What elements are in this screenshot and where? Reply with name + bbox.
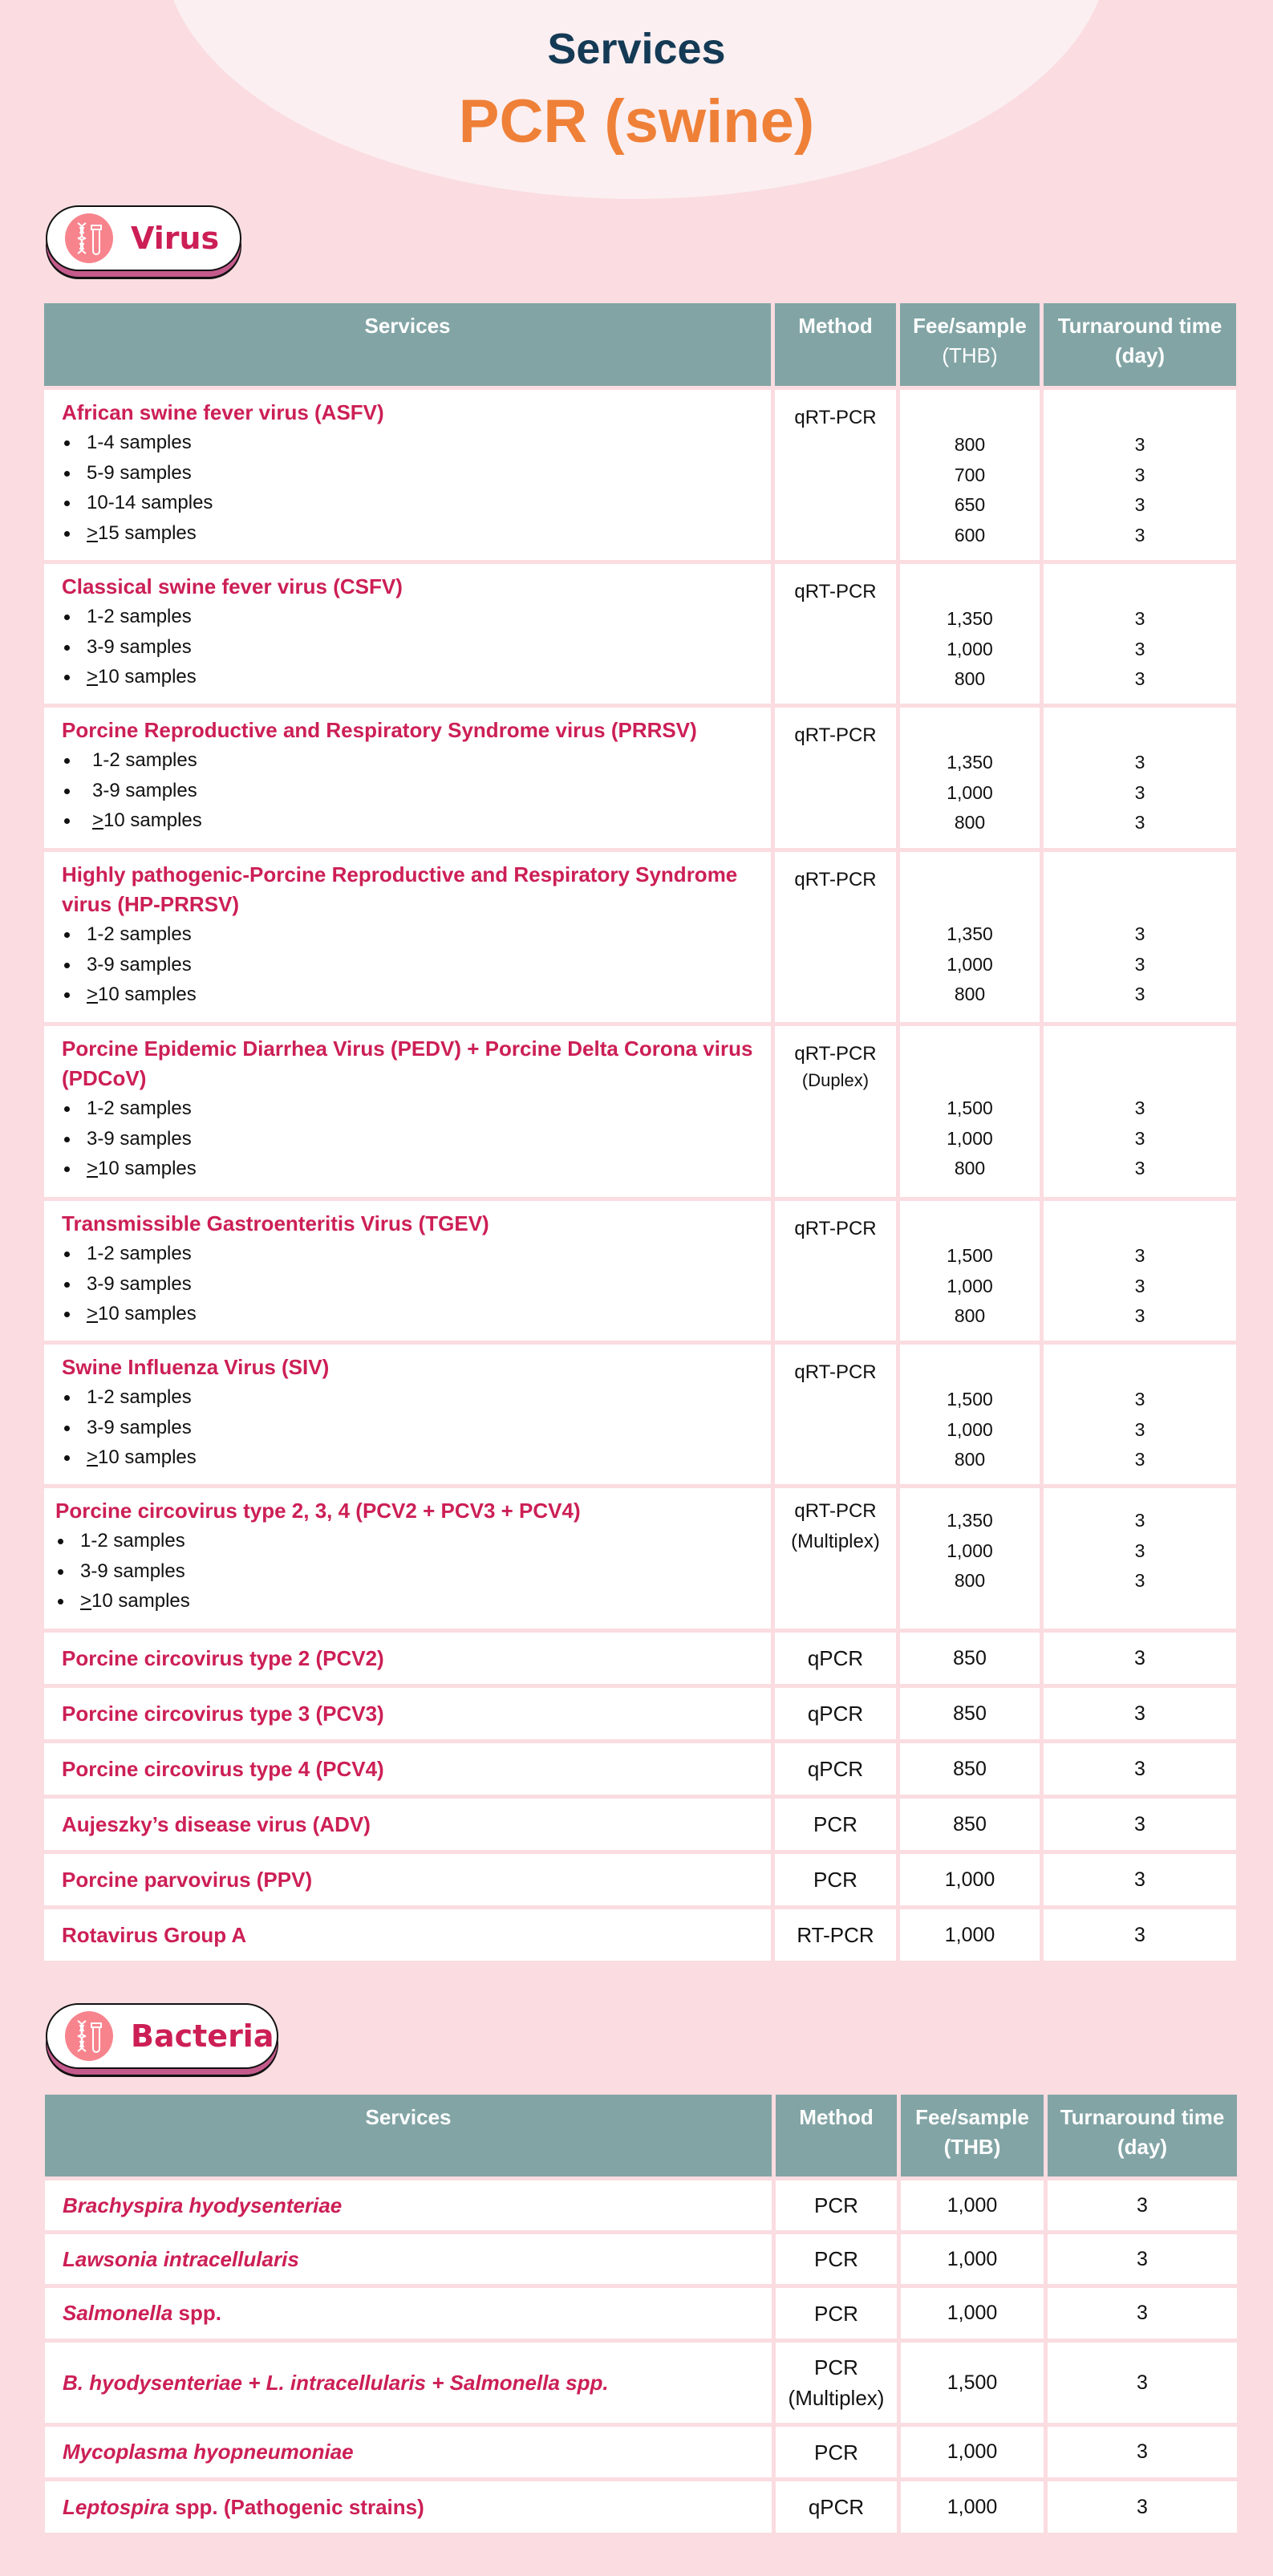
service-name xyxy=(63,2191,772,2221)
service-cell xyxy=(45,2288,772,2339)
method-cell xyxy=(776,2427,897,2477)
sample-tier-label: 5-9 samples xyxy=(87,461,192,484)
table-row xyxy=(44,1743,1236,1795)
service-cell xyxy=(44,1633,771,1684)
gte-symbol: > xyxy=(87,666,99,688)
fee-value: 650 xyxy=(954,494,986,515)
table-row xyxy=(45,2343,1237,2423)
column-header-fee-line1: Fee/sample xyxy=(913,314,1027,338)
method-cell xyxy=(776,2481,897,2533)
table-row xyxy=(45,2180,1237,2230)
sample-tier-list xyxy=(55,1526,755,1617)
service-cell xyxy=(44,564,771,704)
turnaround-value: 3 xyxy=(1134,494,1145,515)
dna-test-tube-icon xyxy=(65,2011,113,2061)
sample-tier-list xyxy=(62,602,755,692)
method-cell xyxy=(775,1201,896,1341)
service-name: Porcine Epidemic Diarrhea Virus (PEDV) + Porcine Delta Corona virus (PDCoV) xyxy=(62,1036,753,1090)
turnaround-cell xyxy=(1044,1026,1236,1197)
turnaround-value: 3 xyxy=(1134,1097,1145,1118)
turnaround-value: 3 xyxy=(1134,524,1145,546)
method-cell xyxy=(776,2234,897,2284)
fee-cell xyxy=(900,1488,1040,1629)
service-name-italic: Leptospira xyxy=(63,2494,169,2519)
fee-cell xyxy=(900,708,1040,848)
sample-tier-label: 3-9 samples xyxy=(87,635,192,658)
turnaround-value: 3 xyxy=(1134,464,1145,485)
turnaround-value: 3 xyxy=(1048,2288,1237,2339)
service-name: Classical swine fever virus (CSFV) xyxy=(62,574,403,598)
turnaround-cell xyxy=(1044,564,1236,704)
gte-symbol: > xyxy=(87,984,99,1005)
fee-value: 800 xyxy=(954,434,986,455)
table-row xyxy=(44,1026,1236,1197)
method-value: qRT-PCR xyxy=(794,1218,877,1239)
sample-tier-label: 3-9 samples xyxy=(80,1560,185,1582)
table-row xyxy=(45,2234,1237,2284)
sample-tier-label: 1-2 samples xyxy=(87,1243,192,1264)
service-name: Porcine parvovirus (PPV) xyxy=(62,1867,313,1892)
sample-tier-list xyxy=(62,428,755,548)
service-name xyxy=(63,2368,772,2398)
turnaround-cell xyxy=(1044,390,1236,560)
sample-tier xyxy=(62,1124,755,1154)
method-value: PCR xyxy=(814,2440,858,2464)
sample-tier xyxy=(62,950,755,980)
table-row xyxy=(44,1488,1236,1629)
turnaround-value: 3 xyxy=(1134,668,1145,689)
sample-tier-label: 3-9 samples xyxy=(87,1416,192,1438)
service-name-rest: spp. (Pathogenic strains) xyxy=(168,2494,424,2519)
section-label-bacteria: Bacteria xyxy=(131,2018,274,2054)
service-cell xyxy=(44,1345,771,1484)
fee-value: 1,000 xyxy=(947,1418,993,1440)
service-cell xyxy=(45,2427,772,2477)
fee-value: 800 xyxy=(954,1158,986,1178)
fee-cell xyxy=(900,1345,1040,1484)
table-row xyxy=(44,1799,1236,1850)
turnaround-value: 3 xyxy=(1134,984,1145,1004)
fee-value: 1,000 xyxy=(900,1854,1040,1905)
fee-cell xyxy=(900,1201,1040,1341)
turnaround-value: 3 xyxy=(1134,1449,1145,1470)
service-cell xyxy=(44,1688,771,1739)
fee-value: 1,000 xyxy=(901,2427,1044,2477)
method-cell xyxy=(775,708,896,848)
sample-tier-label: 3-9 samples xyxy=(87,1127,192,1150)
turnaround-value: 3 xyxy=(1044,1633,1236,1684)
column-header-method: Method xyxy=(775,303,896,386)
service-name: Porcine circovirus type 2 (PCV2) xyxy=(62,1645,384,1670)
sample-tier-label: 1-2 samples xyxy=(87,923,192,945)
turnaround-value: 3 xyxy=(1134,1127,1145,1149)
turnaround-value: 3 xyxy=(1134,434,1145,455)
method-value: qPCR xyxy=(775,1743,896,1795)
sample-tier xyxy=(62,602,755,632)
column-header-fee xyxy=(900,303,1040,386)
turnaround-value: 3 xyxy=(1044,1743,1236,1795)
turnaround-value: 3 xyxy=(1134,752,1145,773)
method-cell xyxy=(775,1488,896,1629)
sample-tier-label: 1-4 samples xyxy=(87,432,192,453)
turnaround-value: 3 xyxy=(1044,1909,1236,1961)
sample-tier-list xyxy=(62,745,755,836)
sample-tier-label: 10 samples xyxy=(98,1158,197,1179)
method-value: PCR xyxy=(775,1854,896,1905)
sample-tier-label: 3-9 samples xyxy=(87,953,192,976)
sample-tier-list xyxy=(62,1239,755,1329)
fee-value: 1,000 xyxy=(900,1909,1040,1961)
gte-symbol: > xyxy=(87,1446,99,1468)
fee-value: 800 xyxy=(954,812,986,833)
table-row xyxy=(44,390,1236,560)
fee-value: 1,000 xyxy=(947,1540,993,1561)
method-cell xyxy=(775,1026,896,1197)
sample-tier-label: 10-14 samples xyxy=(87,492,213,513)
page-kicker: Services xyxy=(547,25,726,73)
fee-value: 600 xyxy=(954,524,986,546)
service-name xyxy=(63,2437,772,2467)
sample-tier-label: 1-2 samples xyxy=(87,1097,192,1119)
sample-tier-list xyxy=(62,1093,755,1184)
service-name: Porcine Reproductive and Respiratory Syndrome virus (PRRSV) xyxy=(62,718,697,742)
turnaround-value: 3 xyxy=(1134,1389,1145,1410)
turnaround-cell xyxy=(1044,852,1236,1022)
sample-tier xyxy=(62,488,755,518)
fee-value: 1,500 xyxy=(947,1389,993,1410)
turnaround-cell xyxy=(1044,1201,1236,1341)
sample-tier xyxy=(62,662,755,692)
method-value: qPCR xyxy=(775,1688,896,1739)
fee-value: 1,000 xyxy=(947,638,993,659)
sample-tier xyxy=(62,805,755,836)
table-row xyxy=(45,2288,1237,2339)
method-variant: (Duplex) xyxy=(801,1070,870,1090)
sample-tier xyxy=(62,1093,755,1124)
sample-tier-label: 1-2 samples xyxy=(87,606,192,627)
gte-symbol: > xyxy=(87,1158,99,1179)
table-row xyxy=(44,708,1236,848)
turnaround-cell xyxy=(1044,1345,1236,1484)
sample-tier-list xyxy=(62,1382,755,1473)
gte-symbol: > xyxy=(87,521,99,544)
method-value: PCR xyxy=(775,1799,896,1850)
sample-tier-label: 3-9 samples xyxy=(92,779,197,801)
table-row xyxy=(44,1909,1236,1961)
sample-tier xyxy=(55,1526,755,1556)
sample-tier xyxy=(62,518,755,549)
service-name xyxy=(63,2493,772,2522)
fee-value: 800 xyxy=(954,1570,986,1591)
column-header-fee-line1: Fee/sample xyxy=(915,2105,1029,2129)
fee-value: 1,000 xyxy=(947,1275,993,1296)
sample-tier-label: 1-2 samples xyxy=(92,749,197,771)
service-name: Porcine circovirus type 2, 3, 4 (PCV2 + PCV3 + PCV4) xyxy=(55,1499,581,1523)
column-header-fee-line2: (THB) xyxy=(942,343,998,367)
turnaround-value: 3 xyxy=(1044,1799,1236,1850)
service-cell xyxy=(44,1799,771,1850)
sample-tier xyxy=(62,1413,755,1443)
service-name: Rotavirus Group A xyxy=(62,1922,247,1947)
sample-tier xyxy=(62,1382,755,1413)
method-variant: (Multiplex) xyxy=(788,2386,885,2410)
service-cell xyxy=(44,1909,771,1961)
turnaround-value: 3 xyxy=(1134,1158,1145,1178)
sample-tier xyxy=(62,1299,755,1329)
fee-value: 1,000 xyxy=(901,2288,1044,2339)
sample-tier xyxy=(55,1556,755,1587)
method-value: PCR xyxy=(814,2247,858,2271)
fee-value: 850 xyxy=(900,1743,1040,1795)
method-cell xyxy=(775,564,896,704)
fee-cell xyxy=(900,564,1040,704)
gte-symbol: > xyxy=(92,809,104,831)
sample-tier-label: 1-2 samples xyxy=(87,1386,192,1408)
turnaround-value: 3 xyxy=(1134,638,1145,659)
dna-test-tube-icon xyxy=(65,213,113,263)
service-cell xyxy=(44,852,771,1022)
column-header-turnaround xyxy=(1044,303,1236,386)
column-header-turnaround-line2: (day) xyxy=(1117,2135,1168,2159)
table-row xyxy=(44,1633,1236,1684)
turnaround-value: 3 xyxy=(1134,1570,1145,1591)
fee-cell xyxy=(900,1026,1040,1197)
sample-tier xyxy=(62,745,755,776)
method-value: qRT-PCR xyxy=(794,1361,877,1383)
column-header-fee-line2: (THB) xyxy=(943,2135,1001,2159)
service-cell xyxy=(45,2481,772,2533)
turnaround-value: 3 xyxy=(1134,1245,1145,1266)
service-name: African swine fever virus (ASFV) xyxy=(62,400,384,424)
fee-value: 1,000 xyxy=(947,781,993,803)
turnaround-value: 3 xyxy=(1134,812,1145,833)
sample-tier xyxy=(62,458,755,489)
column-header-turnaround-line1: Turnaround time xyxy=(1060,2105,1225,2129)
service-cell xyxy=(44,1201,771,1341)
service-name-italic: Salmonella xyxy=(63,2301,173,2325)
sample-tier xyxy=(62,919,755,950)
fee-value: 1,350 xyxy=(947,923,993,944)
turnaround-value: 3 xyxy=(1134,1305,1145,1326)
service-name: Aujeszky’s disease virus (ADV) xyxy=(62,1811,371,1836)
fee-cell xyxy=(900,390,1040,560)
sample-tier xyxy=(62,1154,755,1184)
turnaround-value: 3 xyxy=(1044,1854,1236,1905)
service-cell xyxy=(45,2343,772,2423)
sample-tier xyxy=(55,1586,755,1617)
column-header-services: Services xyxy=(44,303,771,386)
method-cell xyxy=(775,852,896,1022)
sample-tier-label: 10 samples xyxy=(98,984,197,1005)
turnaround-value: 3 xyxy=(1134,608,1145,629)
column-header-method: Method xyxy=(776,2095,897,2176)
fee-value: 1,000 xyxy=(901,2234,1044,2284)
sample-tier-list xyxy=(62,919,755,1010)
service-name xyxy=(63,2298,772,2328)
turnaround-value: 3 xyxy=(1134,1540,1145,1561)
fee-value: 800 xyxy=(954,668,986,689)
service-cell xyxy=(44,1743,771,1795)
method-value: qPCR xyxy=(808,2495,865,2519)
table-row xyxy=(44,1345,1236,1484)
service-name-italic: Mycoplasma hyopneumoniae xyxy=(63,2440,354,2464)
fee-value: 800 xyxy=(954,984,986,1004)
sample-tier xyxy=(62,980,755,1010)
method-value: qRT-PCR xyxy=(794,1500,877,1522)
service-name: Porcine circovirus type 3 (PCV3) xyxy=(62,1701,384,1726)
turnaround-value: 3 xyxy=(1048,2343,1237,2423)
fee-value: 1,000 xyxy=(947,1127,993,1149)
service-cell xyxy=(44,708,771,848)
fee-value: 1,350 xyxy=(947,1510,993,1531)
table-header-row xyxy=(44,303,1236,386)
table-row xyxy=(45,2427,1237,2477)
method-value: PCR xyxy=(814,2193,858,2217)
column-header-turnaround xyxy=(1048,2095,1237,2176)
sample-tier xyxy=(62,428,755,458)
fee-value: 800 xyxy=(954,1449,986,1470)
table-row xyxy=(44,852,1236,1022)
turnaround-value: 3 xyxy=(1134,953,1145,975)
method-value: qPCR xyxy=(775,1633,896,1684)
method-cell xyxy=(775,390,896,560)
section-label-virus: Virus xyxy=(131,221,220,256)
service-cell xyxy=(44,390,771,560)
sample-tier-label: 10 samples xyxy=(98,1303,197,1325)
fee-value: 1,000 xyxy=(947,953,993,975)
sample-tier xyxy=(62,1269,755,1300)
fee-value: 850 xyxy=(900,1633,1040,1684)
turnaround-value: 3 xyxy=(1134,1275,1145,1296)
method-value: PCR xyxy=(814,2355,858,2379)
method-value: qRT-PCR xyxy=(794,407,877,428)
fee-value: 1,000 xyxy=(901,2481,1044,2533)
sample-tier-label: 3-9 samples xyxy=(87,1272,192,1295)
method-value: qRT-PCR xyxy=(794,724,877,746)
fee-value: 1,350 xyxy=(947,608,993,629)
method-value: PCR xyxy=(814,2301,858,2326)
method-value: qRT-PCR xyxy=(794,869,877,890)
sample-tier-label: 10 samples xyxy=(98,1446,197,1468)
service-name xyxy=(63,2245,772,2274)
service-cell xyxy=(44,1488,771,1629)
section-pill-bacteria xyxy=(46,2003,278,2069)
column-header-services: Services xyxy=(45,2095,772,2176)
service-name: Porcine circovirus type 4 (PCV4) xyxy=(62,1756,384,1781)
fee-value: 1,500 xyxy=(947,1245,993,1266)
sample-tier-label: 10 samples xyxy=(103,809,202,831)
method-cell xyxy=(776,2288,897,2339)
sample-tier-label: 10 samples xyxy=(98,666,197,688)
column-header-turnaround-line1: Turnaround time xyxy=(1057,314,1222,338)
service-name: Transmissible Gastroenteritis Virus (TGEV) xyxy=(62,1211,489,1235)
service-name-italic: Lawsonia intracellularis xyxy=(63,2246,299,2271)
method-variant: (Multiplex) xyxy=(791,1531,880,1552)
fee-value: 850 xyxy=(900,1799,1040,1850)
service-name: Swine Influenza Virus (SIV) xyxy=(62,1355,330,1379)
turnaround-value: 3 xyxy=(1134,1418,1145,1440)
fee-value: 1,500 xyxy=(947,1097,993,1118)
turnaround-value: 3 xyxy=(1044,1688,1236,1739)
turnaround-value: 3 xyxy=(1048,2180,1237,2230)
service-cell xyxy=(44,1026,771,1197)
turnaround-value: 3 xyxy=(1134,923,1145,944)
method-value: qRT-PCR xyxy=(794,1043,877,1065)
column-header-fee xyxy=(901,2095,1044,2176)
fee-value: 1,000 xyxy=(901,2180,1044,2230)
method-value: qRT-PCR xyxy=(794,581,877,602)
table-row xyxy=(44,564,1236,704)
turnaround-cell xyxy=(1044,1488,1236,1629)
sample-tier xyxy=(62,776,755,806)
bacteria-services-table xyxy=(41,2091,1241,2537)
sample-tier xyxy=(62,632,755,663)
turnaround-value: 3 xyxy=(1048,2234,1237,2284)
turnaround-value: 3 xyxy=(1048,2481,1237,2533)
sample-tier-label: 10 samples xyxy=(91,1590,190,1612)
page-title: PCR (swine) xyxy=(458,87,815,156)
service-name-italic: B. hyodysenteriae + L. intracellularis + Salmonella spp. xyxy=(63,2370,609,2395)
service-cell xyxy=(44,1854,771,1905)
service-name-italic: Brachyspira hyodysenteriae xyxy=(63,2193,343,2217)
column-header-turnaround-line2: (day) xyxy=(1114,343,1166,367)
fee-value: 850 xyxy=(900,1688,1040,1739)
sample-tier xyxy=(62,1239,755,1269)
table-row xyxy=(45,2481,1237,2533)
turnaround-cell xyxy=(1044,708,1236,848)
sample-tier xyxy=(62,1442,755,1473)
section-pill-virus xyxy=(46,205,241,271)
table-row xyxy=(44,1688,1236,1739)
turnaround-value: 3 xyxy=(1134,1510,1145,1531)
table-row xyxy=(44,1854,1236,1905)
fee-value: 800 xyxy=(954,1305,986,1326)
method-value: RT-PCR xyxy=(775,1909,896,1961)
service-name-rest: spp. xyxy=(172,2301,221,2325)
sample-tier-label: 1-2 samples xyxy=(80,1530,185,1552)
gte-symbol: > xyxy=(80,1590,92,1612)
method-cell xyxy=(776,2343,897,2423)
fee-value: 1,500 xyxy=(901,2343,1044,2423)
table-row xyxy=(44,1201,1236,1341)
service-cell xyxy=(45,2180,772,2230)
table-header-row xyxy=(45,2095,1237,2176)
service-cell xyxy=(45,2234,772,2284)
turnaround-value: 3 xyxy=(1048,2427,1237,2477)
method-cell xyxy=(776,2180,897,2230)
virus-services-table xyxy=(40,299,1240,1965)
method-cell xyxy=(775,1345,896,1484)
fee-cell xyxy=(900,852,1040,1022)
sample-tier-label: 15 samples xyxy=(98,521,197,544)
fee-value: 1,350 xyxy=(947,752,993,773)
turnaround-value: 3 xyxy=(1134,781,1145,803)
service-name: Highly pathogenic-Porcine Reproductive and Respiratory Syndrome virus (HP-PRRSV) xyxy=(62,862,738,916)
fee-value: 700 xyxy=(954,464,986,485)
gte-symbol: > xyxy=(87,1303,99,1325)
